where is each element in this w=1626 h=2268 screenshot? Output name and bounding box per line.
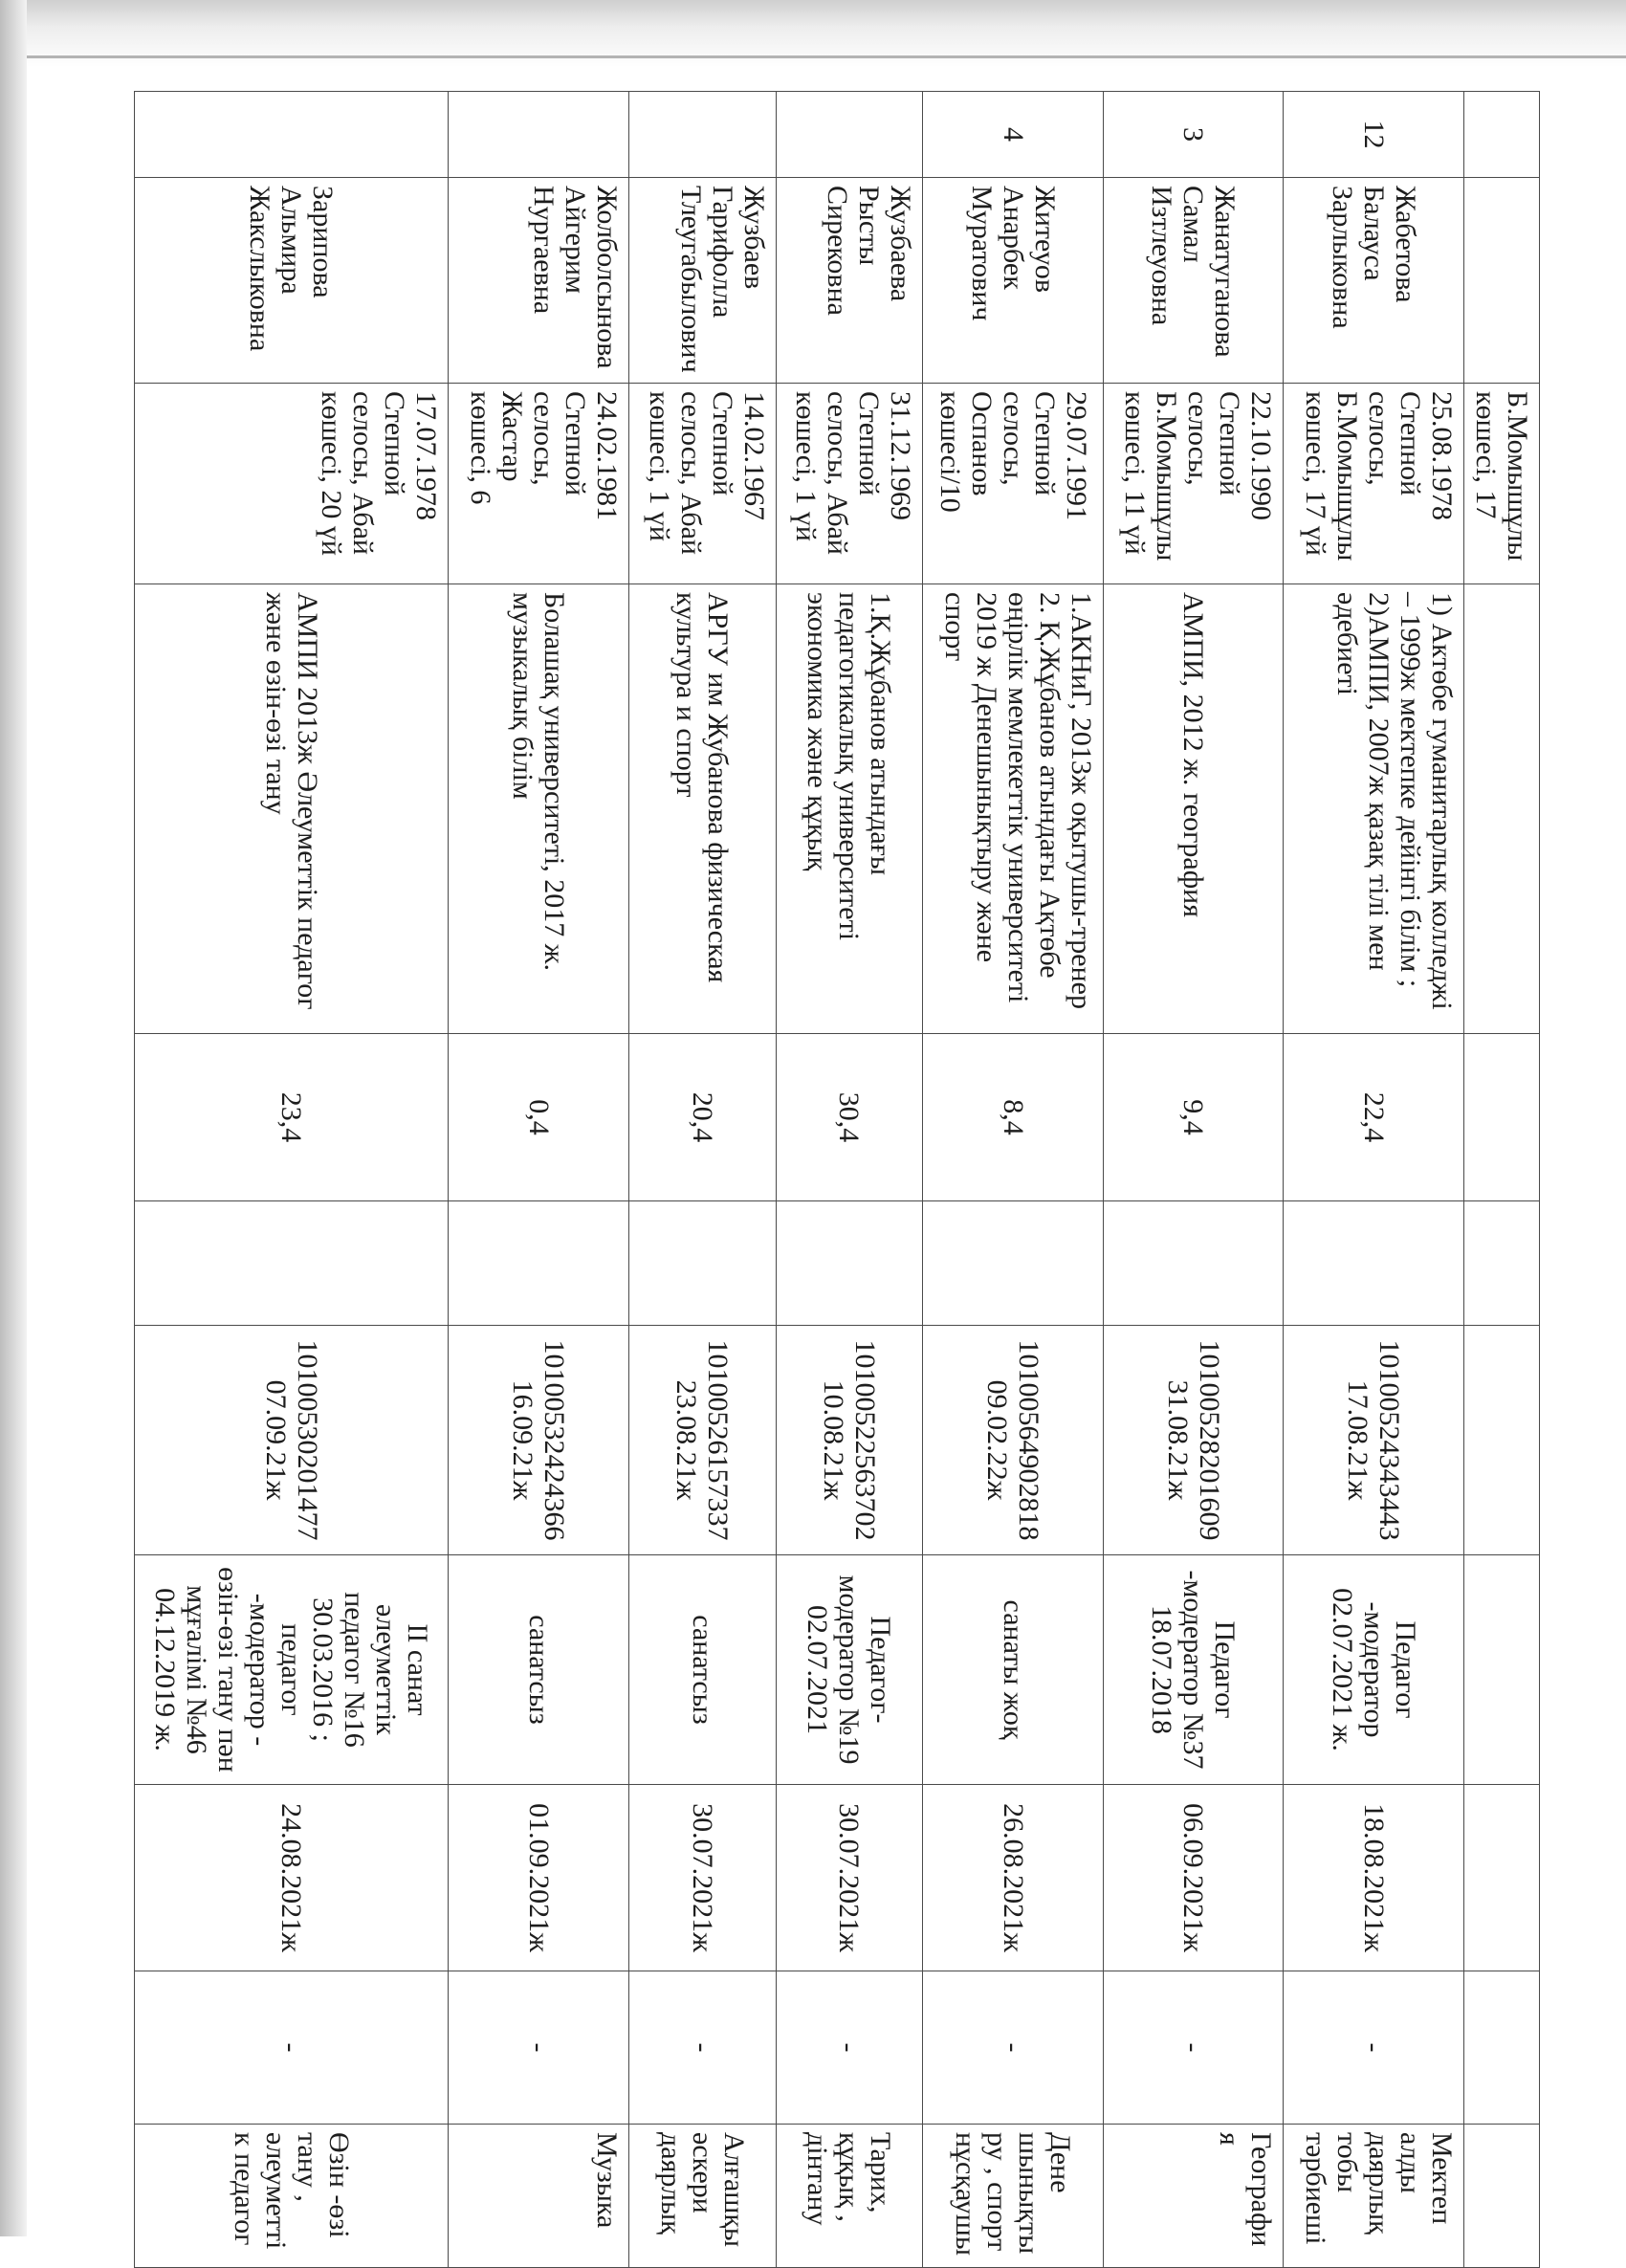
category: санаты жоқ — [923, 1555, 1104, 1785]
birth-address: 25.08.1978 Степной селосы, Б.Момышұлы көшесі, 17 үй — [1284, 384, 1464, 584]
education: 1.Қ.Жұбанов атындағы педагогикалық университеті экономика және құқық — [776, 584, 923, 1034]
table-row — [449, 92, 629, 2268]
birth-address: 31.12.1969 Степной селосы, Абай көшесі, 1 үй — [776, 384, 923, 584]
category: санатсыз — [449, 1555, 629, 1785]
education: 1) Актөбе гуманитарлық колледжі – 1999ж мектепке дейінгі білім ; 2)АМПИ, 2007ж қазақ тілі мен әдебиеті — [1284, 584, 1464, 1034]
date: 06.09.2021ж — [1103, 1785, 1284, 1971]
teacher-name: Жанатуганова Самал Изтлеуовна — [1103, 178, 1284, 384]
education: Болашақ университеті, 2017 ж. музыкалық білім — [449, 584, 629, 1034]
subject: Тарих, құқық , дінтану — [776, 2125, 923, 2268]
value-cell: 30,4 — [776, 1034, 923, 1201]
education: АРГУ им Жубанова физическая культура и спорт — [629, 584, 777, 1034]
date: 24.08.2021ж — [135, 1785, 449, 1971]
dash: - — [776, 1971, 923, 2125]
date: 01.09.2021ж — [449, 1785, 629, 1971]
certificate: 10100528201609 31.08.21ж — [1103, 1326, 1284, 1555]
category: II санат әлеуметтік педагог №16 30.03.2016 ; педагог -модератор - өзін-өзі тану пән мұғалімі №46 04.12.2019 ж. — [135, 1555, 449, 1785]
table-row-continuation — [1464, 92, 1540, 2268]
address-continuation: Б.Момышұлы көшесі, 17 — [1464, 384, 1540, 584]
education: АМПИ 2013ж Әлеуметтік педагог және өзін-өзі тану — [135, 584, 449, 1034]
teacher-name: Жабетова Балауса Зарлыковна — [1284, 178, 1464, 384]
date: 18.08.2021ж — [1284, 1785, 1464, 1971]
date: 26.08.2021ж — [923, 1785, 1104, 1971]
dash: - — [629, 1971, 777, 2125]
row-number: 4 — [923, 92, 1104, 178]
birth-address: 29.07.1991 Степной селосы, Оспанов көшесі/10 — [923, 384, 1104, 584]
table-row — [629, 92, 777, 2268]
birth-address: 22.10.1990 Степной селосы, Б.Момышұлы көшесі, 11 үй — [1103, 384, 1284, 584]
certificate: 10100532424366 16.09.21ж — [449, 1326, 629, 1555]
row-number: 3 — [1103, 92, 1284, 178]
subject: Дене шынықтыру , спорт нұсқаушы — [923, 2125, 1104, 2268]
row-number — [776, 92, 923, 178]
birth-address: 14.02.1967 Степной селосы, Абай көшесі, 1 үй — [629, 384, 777, 584]
dash: - — [1103, 1971, 1284, 2125]
page-fold-shadow — [0, 0, 27, 2236]
category: Педагог -модератор №37 18.07.2018 — [1103, 1555, 1284, 1785]
row-number — [629, 92, 777, 178]
value-cell: 8,4 — [923, 1034, 1104, 1201]
dash: - — [1284, 1971, 1464, 2125]
row-number — [449, 92, 629, 178]
date: 30.07.2021ж — [776, 1785, 923, 1971]
birth-address: 24.02.1981 Степной селосы, Жастар көшесі, 6 — [449, 384, 629, 584]
dash: - — [923, 1971, 1104, 2125]
table-row — [135, 92, 449, 2268]
date: 30.07.2021ж — [629, 1785, 777, 1971]
value-cell: 9,4 — [1103, 1034, 1284, 1201]
teacher-name: Житеуов Анарбек Муратович — [923, 178, 1104, 384]
table-row — [923, 92, 1104, 2268]
table-row — [776, 92, 923, 2268]
dash: - — [135, 1971, 449, 2125]
subject: Музыка — [449, 2125, 629, 2268]
education: АМПИ, 2012 ж. география — [1103, 584, 1284, 1034]
teacher-name: Жолболсынова Айгерим Нургаевна — [449, 178, 629, 384]
table-row — [1284, 92, 1464, 2268]
subject: Алғашқы әскери даярлық — [629, 2125, 777, 2268]
teacher-name: Жузбаева Рысты Сирековна — [776, 178, 923, 384]
value-cell: 23,4 — [135, 1034, 449, 1201]
value-cell: 0,4 — [449, 1034, 629, 1201]
certificate: 10100524343443 17.08.21ж — [1284, 1326, 1464, 1555]
certificate: 10100530201477 07.09.21ж — [135, 1326, 449, 1555]
row-number: 12 — [1284, 92, 1464, 178]
staff-table — [134, 91, 1540, 2268]
subject: Мектеп алды даярлық тобы тәрбиеші — [1284, 2125, 1464, 2268]
education: 1.АКНиГ, 2013ж оқытушы-тренер 2. Қ.Жұбанов атындағы Ақтөбе өңірлік мемлекеттік университеті 2019 ж Денешынықтыру және спорт — [923, 584, 1104, 1034]
subject: Өзін -өзі тану , әлеуметтік педагог — [135, 2125, 449, 2268]
certificate: 10100522563702 10.08.21ж — [776, 1326, 923, 1555]
value-cell: 22,4 — [1284, 1034, 1464, 1201]
birth-address: 17.07.1978 Степной селосы, Абай көшесі, 20 үй — [135, 384, 449, 584]
category: санатсыз — [629, 1555, 777, 1785]
teacher-name: Зарипова Альмира Жакслыковна — [135, 178, 449, 384]
subject: География — [1103, 2125, 1284, 2268]
row-number — [135, 92, 449, 178]
certificate: 10100526157337 23.08.21ж — [629, 1326, 777, 1555]
certificate: 10100564902818 09.02.22ж — [923, 1326, 1104, 1555]
teacher-name: Жузбаев Гарифолла Тлеугабылович — [629, 178, 777, 384]
staff-table-rotated — [134, 91, 1540, 2256]
scan-edge-line — [0, 55, 1626, 58]
value-cell: 20,4 — [629, 1034, 777, 1201]
dash: - — [449, 1971, 629, 2125]
category: Педагог-модератор №19 02.07.2021 — [776, 1555, 923, 1785]
table-row — [1103, 92, 1284, 2268]
category: Педагог -модератор 02.07.2021 ж. — [1284, 1555, 1464, 1785]
